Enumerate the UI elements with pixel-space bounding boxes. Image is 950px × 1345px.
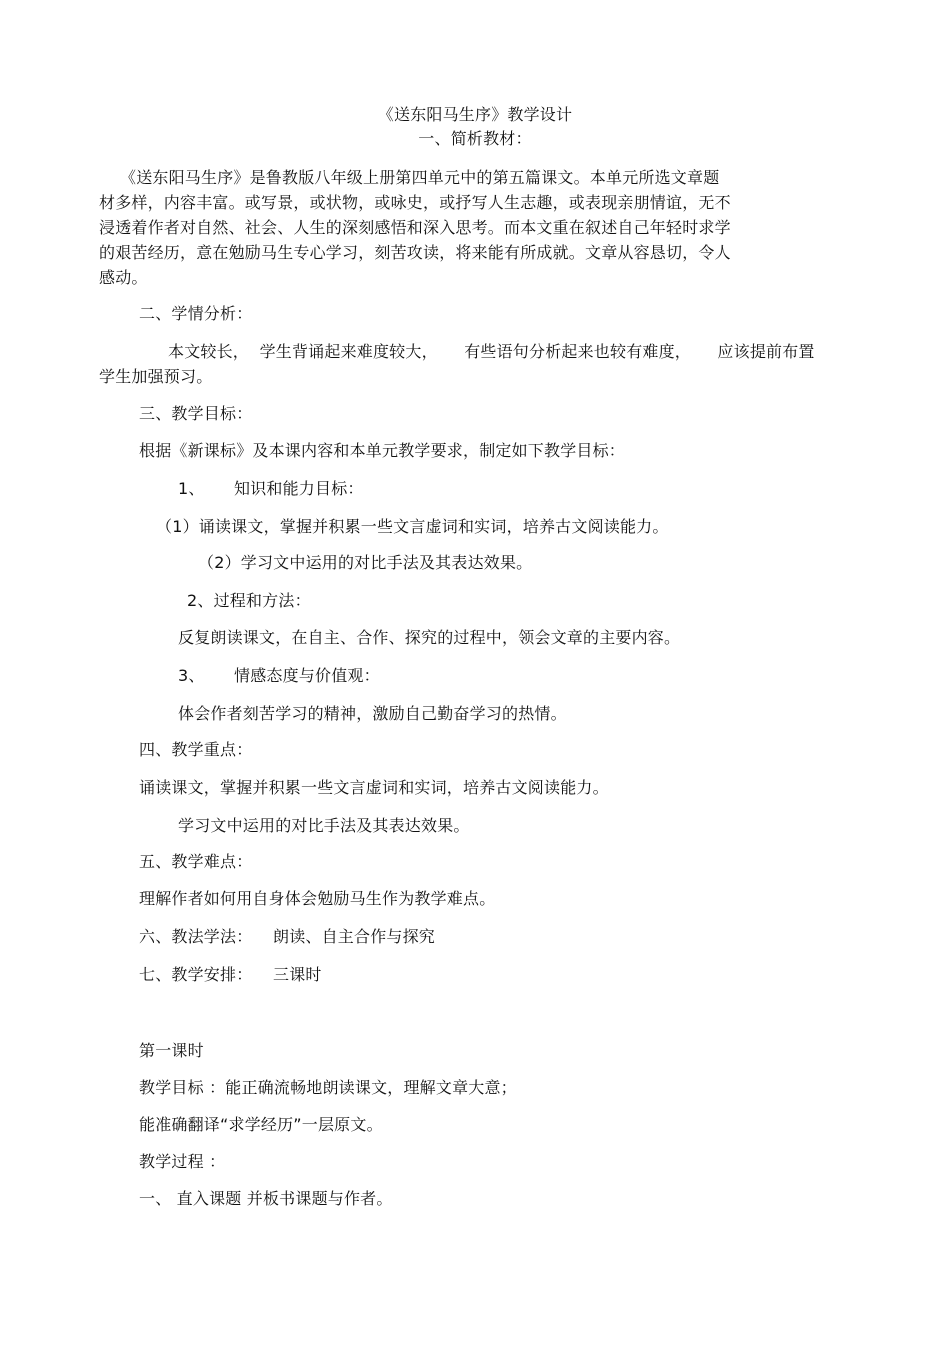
goal-item: （2）学习文中运用的对比手法及其表达效果。: [198, 553, 533, 572]
paragraph-line: 材多样，内容丰富。或写景，或状物，或咏史，或抒写人生志趣，或表现亲朋情谊，无不: [99, 193, 731, 212]
goal-number: 3、: [178, 666, 205, 685]
goal-number: 1、: [178, 479, 205, 498]
paragraph-line: 理解作者如何用自身体会勉励马生作为教学难点。: [139, 889, 496, 908]
goal-text: 体会作者刻苦学习的精神，激励自己勤奋学习的热情。: [178, 704, 567, 723]
paragraph-line: 《送东阳马生序》是鲁教版八年级上册第四单元中的第五篇课文。本单元所选文章题: [120, 168, 720, 187]
goal-label: 知识和能力目标：: [234, 479, 364, 498]
section-heading-student-analysis: 二、学情分析：: [139, 304, 253, 323]
goals-intro: 根据《新课标》及本课内容和本单元教学要求，制定如下教学目标：: [139, 441, 626, 460]
lesson-step: 一、 直入课题 并板书课题与作者。: [139, 1189, 393, 1208]
goal-item: （1）诵读课文，掌握并积累一些文言虚词和实词，培养古文阅读能力。: [156, 517, 669, 536]
paragraph-line: 感动。: [99, 268, 148, 287]
section-teaching-methods-label: 六、教法学法：: [139, 927, 253, 946]
goal-label: 情感态度与价值观：: [234, 666, 380, 685]
lesson-title: 第一课时: [139, 1041, 204, 1060]
paragraph-line: 的艰苦经历，意在勉励马生专心学习，刻苦攻读，将来能有所成就。文章从容恳切，令人: [99, 243, 731, 262]
section-heading-teaching-goals: 三、教学目标：: [139, 404, 253, 423]
section-schedule-label: 七、教学安排：: [139, 965, 253, 984]
section-schedule-value: 三课时: [273, 965, 322, 984]
paragraph-line: 学习文中运用的对比手法及其表达效果。: [178, 816, 470, 835]
lesson-goal: 教学目标 ：能正确流畅地朗读课文，理解文章大意；: [139, 1078, 517, 1097]
goal-heading: 2、过程和方法：: [187, 591, 311, 610]
goal-text: 反复朗读课文，在自主、合作、探究的过程中，领会文章的主要内容。: [178, 628, 681, 647]
lesson-goal-continued: 能准确翻译“求学经历”一层原文。: [139, 1115, 383, 1134]
paragraph-line: 学生加强预习。: [99, 367, 213, 386]
paragraph-line: 诵读课文，掌握并积累一些文言虚词和实词，培养古文阅读能力。: [139, 778, 609, 797]
paragraph-line: 浸透着作者对自然、社会、人生的深刻感悟和深入思考。而本文重在叙述自己年轻时求学: [99, 218, 731, 237]
section-heading-key-points: 四、教学重点：: [139, 740, 253, 759]
document-title: 《送东阳马生序》教学设计: [377, 105, 573, 124]
section-heading-textbook-analysis: 一、简析教材：: [418, 129, 532, 148]
section-heading-difficulties: 五、教学难点：: [139, 852, 253, 871]
section-teaching-methods-value: 朗读、自主合作与探究: [273, 927, 436, 946]
paragraph-line: 本文较长， 学生背诵起来难度较大， 有些语句分析起来也较有难度， 应该提前布置: [168, 342, 815, 361]
lesson-process-heading: 教学过程 ：: [139, 1152, 226, 1171]
